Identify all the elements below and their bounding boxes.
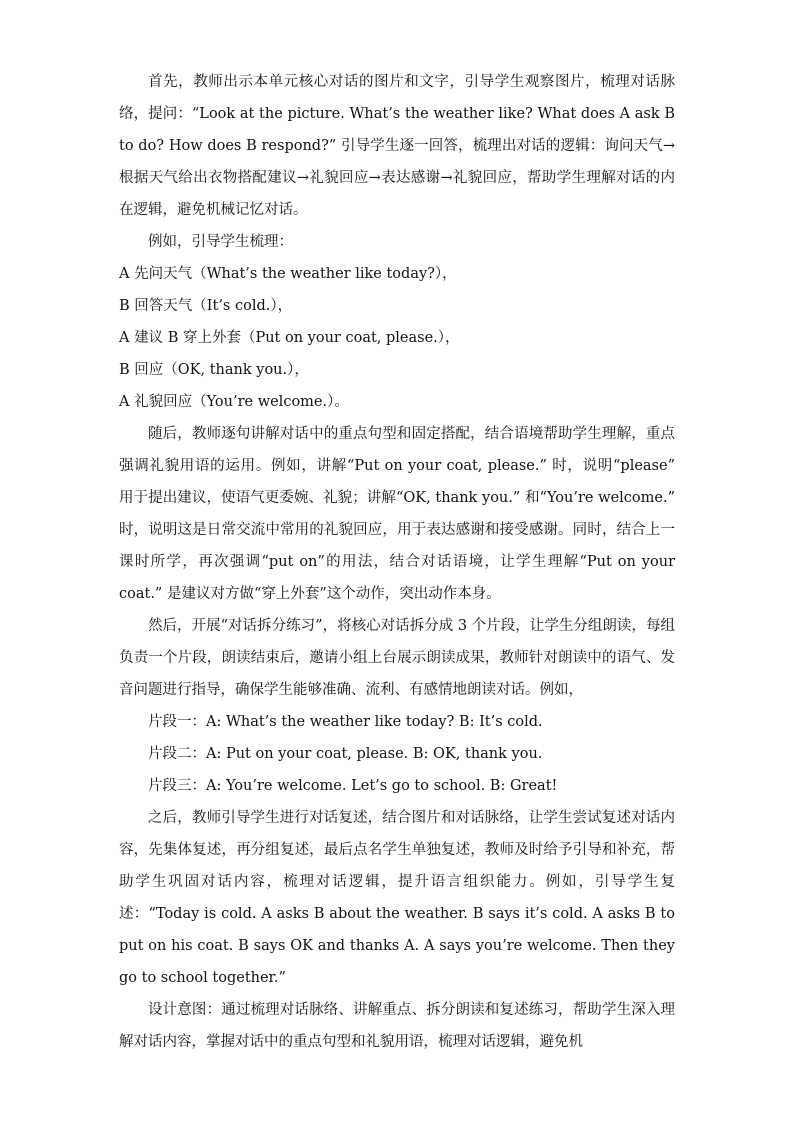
paragraph-practice: 然后，开展“对话拆分练习”，将核心对话拆分成 3 个片段，让学生分组朗读，每组负责一个片段，朗读结束后，邀请小组上台展示朗读成果，教师针对朗读中的语气、发音问题进行指导，确保学生能够准确、流利、有感情地朗读对话。例如， — [119, 618, 675, 698]
dialogue-segment-3: 片段三：A: You’re welcome. Let’s go to school. B: Great! — [148, 778, 558, 794]
list-item-polite-reply: A 礼貌回应（You’re welcome.）。 — [119, 394, 349, 410]
list-item-answer-weather: B 回答天气（It’s cold.）， — [119, 298, 293, 314]
list-item-respond: B 回应（OK, thank you.）， — [119, 362, 309, 378]
dialogue-segment-1: 片段一：A: What’s the weather like today? B: It’s cold. — [148, 714, 543, 730]
paragraph-retelling: 之后，教师引导学生进行对话复述，结合图片和对话脉络，让学生尝试复述对话内容，先集体复述，再分组复述，最后点名学生单独复述，教师及时给予引导和补充，帮助学生巩固对话内容，梳理对话逻辑，提升语言组织能力。例如，引导学生复述：“Today is cold. A asks B about the weather. B says it’s cold. A asks B to put on his coat. B says OK and thanks A. A says you’re welcome. Then they go to school together.” — [119, 810, 675, 986]
paragraph-example-intro: 例如，引导学生梳理： — [148, 234, 293, 250]
document-page — [119, 66, 675, 1058]
list-item-suggest-coat: A 建议 B 穿上外套（Put on your coat, please.）， — [119, 330, 460, 346]
dialogue-segment-2: 片段二：A: Put on your coat, please. B: OK, thank you. — [148, 746, 543, 762]
paragraph-design-intent: 设计意图：通过梳理对话脉络、讲解重点、拆分朗读和复述练习，帮助学生深入理解对话内容，掌握对话中的重点句型和礼貌用语，梳理对话逻辑，避免机 — [119, 1002, 675, 1050]
paragraph-intro: 首先，教师出示本单元核心对话的图片和文字，引导学生观察图片，梳理对话脉络，提问：“Look at the picture. What’s the weather like? What does A ask B to do? How does B respond?” 引导学生逐一回答，梳理出对话的逻辑：询问天气→根据天气给出衣物搭配建议→礼貌回应→表达感谢→礼貌回应，帮助学生理解对话的内在逻辑，避免机械记忆对话。 — [119, 74, 675, 218]
list-item-ask-weather: A 先问天气（What’s the weather like today?）， — [119, 266, 457, 282]
paragraph-explanation: 随后，教师逐句讲解对话中的重点句型和固定搭配，结合语境帮助学生理解，重点强调礼貌用语的运用。例如，讲解“Put on your coat, please.” 时，说明“please” 用于提出建议，使语气更委婉、礼貌；讲解“OK, thank you.” 和“You’re welcome.” 时，说明这是日常交流中常用的礼貌回应，用于表达感谢和接受感谢。同时，结合上一课时所学，再次强调“put on”的用法，结合对话语境，让学生理解“Put on your coat.” 是建议对方做“穿上外套”这个动作，突出动作本身。 — [119, 426, 675, 602]
